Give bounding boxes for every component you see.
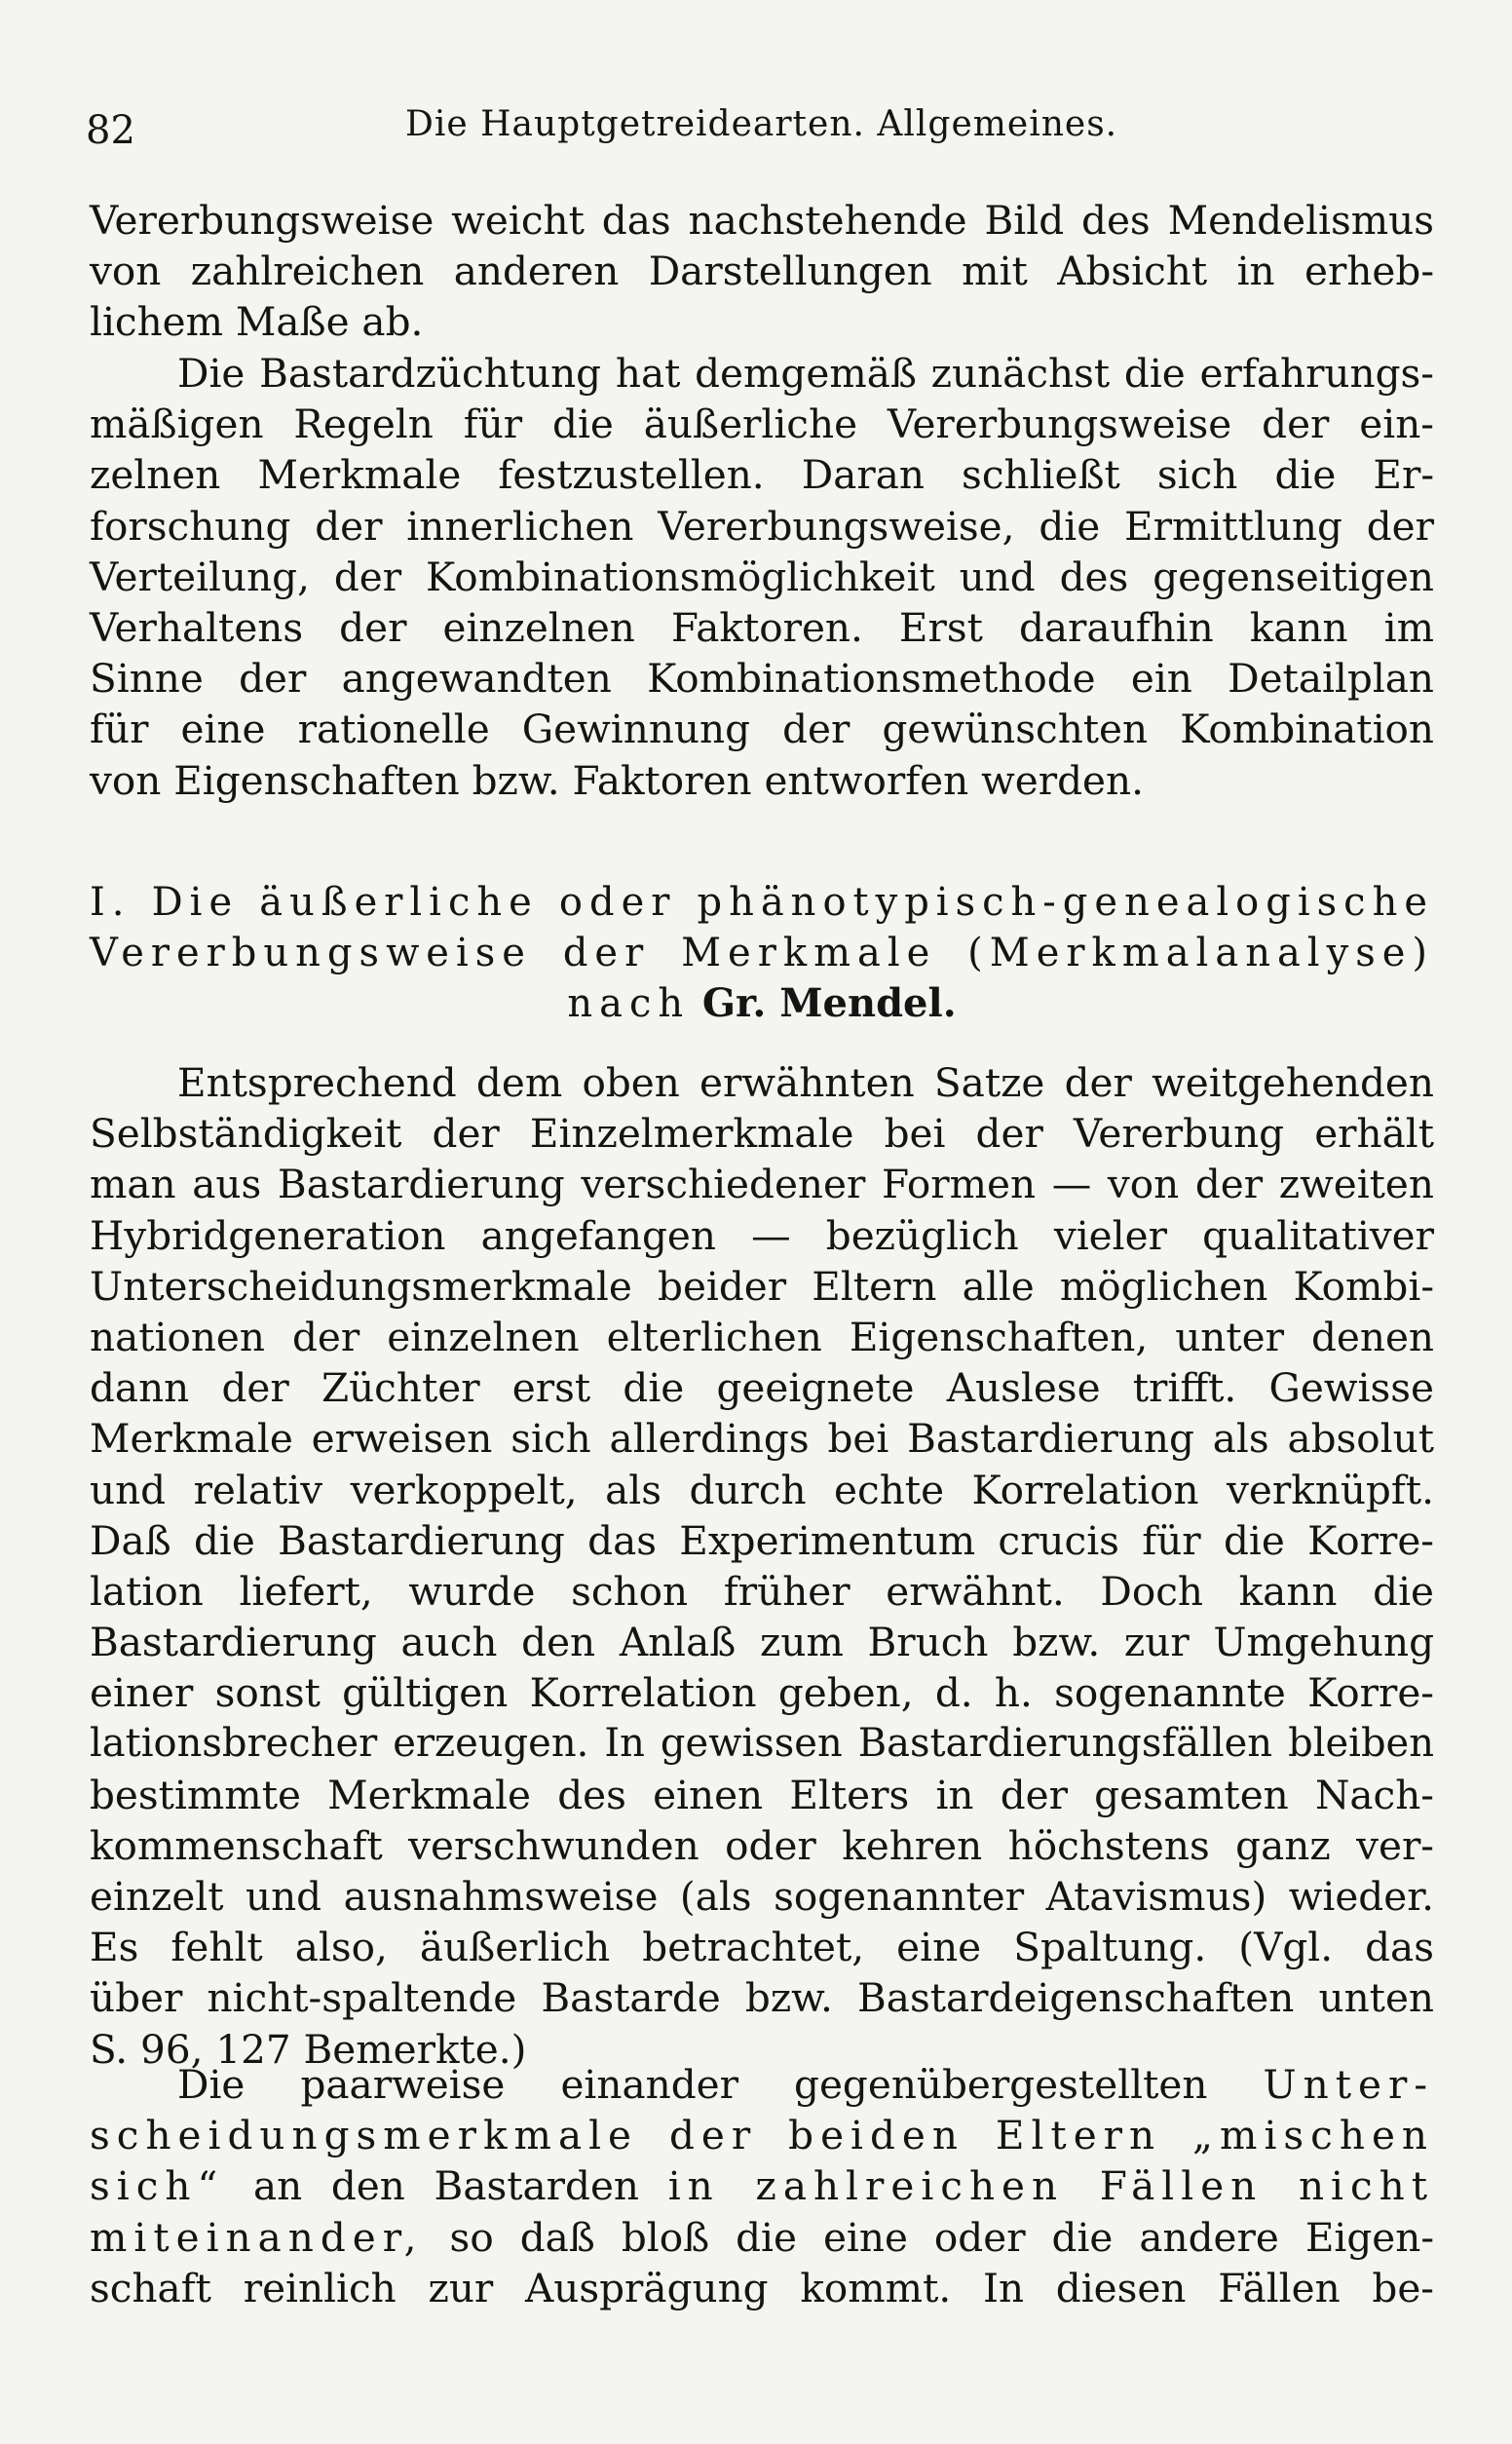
text-line: Bastardierung auch den Anlaß zum Bruch bzw. zur Umgehung — [90, 1619, 1434, 1666]
text-line: lationsbrecher erzeugen. In gewissen Bastardierungsfällen bleiben — [90, 1721, 1434, 1767]
text-line: Hybridgeneration angefangen — bezüglich vieler qualitativer — [90, 1211, 1434, 1259]
text-line: Sinne der angewandten Kombinationsmethode ein Detailplan — [90, 655, 1434, 703]
heading-line — [90, 978, 1434, 1029]
text-line: man aus Bastardierung verschiedener Formen — von der zweiten — [90, 1161, 1434, 1208]
text-line: einer sonst gültigen Korrelation geben, d. h. sogenannte Korre- — [90, 1669, 1434, 1717]
text-line: lation liefert, wurde schon früher erwähnt. Doch kann die — [90, 1567, 1434, 1615]
section-heading — [90, 877, 1434, 1030]
text-line: nationen der einzelnen elterlichen Eigenschaften, unter denen — [90, 1313, 1434, 1360]
text-line: und relativ verkoppelt, als durch echte Korrelation verknüpft. — [90, 1466, 1434, 1513]
text-line: mäßigen Regeln für die äußerliche Vererbungsweise der ein- — [90, 401, 1434, 448]
text-line: Die Bastardzüchtung hat demgemäß zunächst die erfahrungs- — [177, 350, 1434, 397]
page-header — [86, 101, 1430, 160]
heading-line: I. Die äußerliche oder phänotypisch-genealogische — [90, 880, 1434, 925]
text-line: forschung der innerlichen Vererbungsweise, die Ermittlung der — [90, 502, 1434, 550]
text-spaced: sich“ — [90, 2162, 225, 2210]
text-line: zelnen Merkmale festzustellen. Daran schließt sich die Er- — [90, 451, 1434, 499]
paragraph-2 — [90, 348, 1434, 806]
text-line — [90, 2212, 1434, 2263]
text-spaced: miteinander, — [90, 2213, 424, 2261]
text-normal: Die paarweise einander gegenübergestellten — [177, 2061, 1208, 2108]
text-line: Es fehlt also, äußerlich betrachtet, eine Spaltung. (Vgl. das — [90, 1924, 1434, 1971]
text-line: kommenschaft verschwunden oder kehren höchstens ganz ver- — [90, 1821, 1434, 1869]
text-line: von zahlreichen anderen Darstellungen mit Absicht in erheb- — [90, 248, 1434, 295]
text-line: einzelt und ausnahmsweise (als sogenannter Atavismus) wieder. — [90, 1873, 1434, 1920]
text-line: von Eigenschaften bzw. Faktoren entworfen werden. — [90, 756, 1144, 804]
text-line: Selbständigkeit der Einzelmerkmale bei der Vererbung erhält — [90, 1110, 1434, 1158]
running-title: Die Hauptgetreidearten. Allgemeines. — [405, 104, 1118, 144]
text-line — [90, 2160, 1434, 2211]
text-line: über nicht-spaltende Bastarde bzw. Bastardeigenschaften unten — [90, 1974, 1434, 2022]
intro-paragraph — [90, 195, 1434, 348]
text-line: scheidungsmerkmale der beiden Eltern „mischen — [90, 2112, 1434, 2159]
text-line: Vererbungsweise weicht das nachstehende Bild des Mendelismus — [90, 197, 1434, 244]
text-line: Unterscheidungsmerkmale beider Eltern alle möglichen Kombi- — [90, 1262, 1434, 1310]
text-line: Merkmale erweisen sich allerdings bei Bastardierung als absolut — [90, 1415, 1434, 1463]
text-normal: an den Bastarden — [252, 2162, 640, 2210]
paragraph-4 — [90, 2059, 1434, 2313]
text-line — [90, 2059, 1434, 2110]
text-line: schaft reinlich zur Ausprägung kommt. In diesen Fällen be- — [90, 2264, 1434, 2311]
heading-line: Vererbungsweise der Merkmale (Merkmalanalyse) — [90, 931, 1434, 976]
text-line: Verhaltens der einzelnen Faktoren. Erst daraufhin kann im — [90, 603, 1434, 651]
text-line: Verteilung, der Kombinationsmöglichkeit und des gegenseitigen — [90, 553, 1434, 600]
text-line: lichem Maße ab. — [90, 298, 424, 346]
author-name: Gr. Mendel. — [701, 980, 957, 1027]
text-normal: so daß bloß die eine oder die andere Eigen- — [449, 2213, 1435, 2261]
text-spaced: Unter- — [1263, 2061, 1435, 2108]
heading-prefix: nach — [567, 981, 691, 1027]
text-line: bestimmte Merkmale des einen Elters in der gesamten Nach- — [90, 1771, 1434, 1818]
text-line: Daß die Bastardierung das Experimentum crucis für die Korre- — [90, 1516, 1434, 1564]
text-line: S. 96, 127 Bemerkte.) — [90, 2025, 527, 2073]
page-number: 82 — [86, 108, 135, 153]
paragraph-3 — [90, 1057, 1434, 2075]
text-spaced: in zahlreichen Fällen nicht — [667, 2162, 1435, 2210]
text-line: für eine rationelle Gewinnung der gewünschten Kombination — [90, 706, 1434, 753]
text-line: dann der Züchter erst die geeignete Auslese trifft. Gewisse — [90, 1364, 1434, 1412]
text-line: Entsprechend dem oben erwähnten Satze der weitgehenden — [177, 1059, 1434, 1106]
